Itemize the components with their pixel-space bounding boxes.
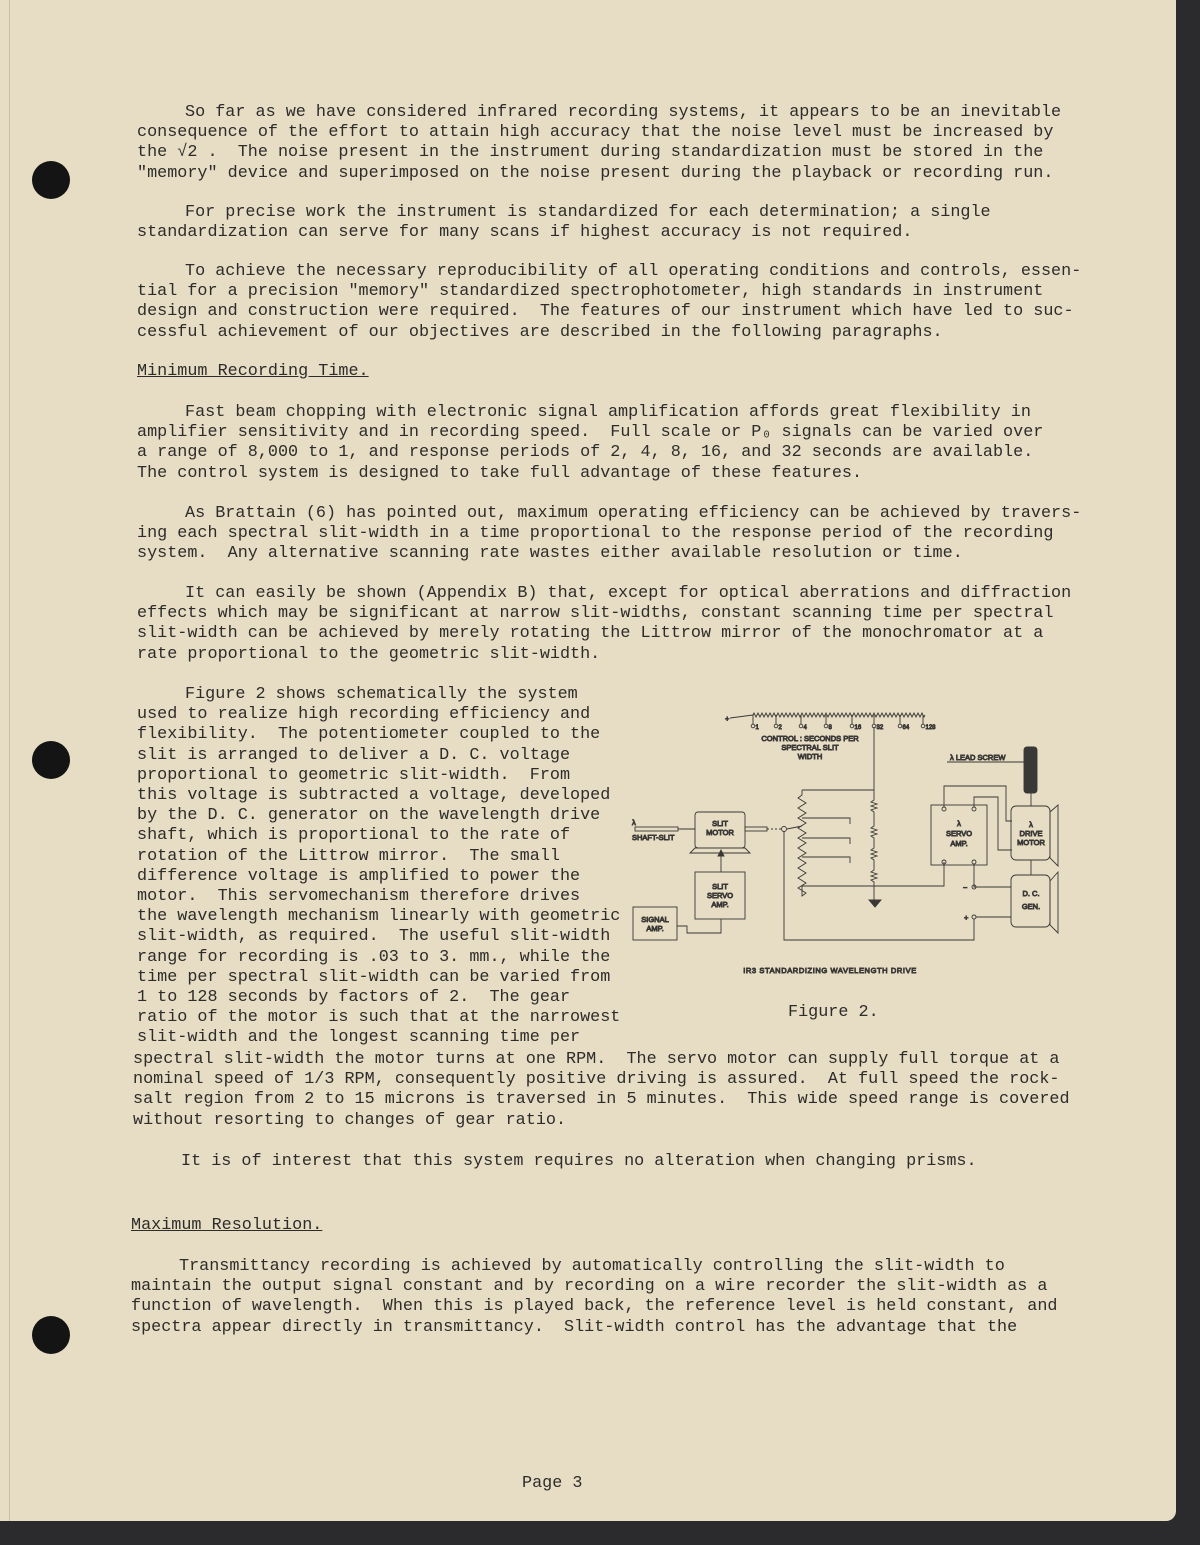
text-line: shaft, which is proportional to the rate of <box>137 826 571 846</box>
paragraph-figure-2-description <box>137 685 620 1049</box>
text-line: this voltage is subtracted a voltage, developed <box>137 786 611 806</box>
section-heading-minimum-recording-time: Minimum Recording Time. <box>137 362 369 381</box>
slit-potentiometer <box>798 790 806 896</box>
figure-2-schematic <box>620 700 1100 990</box>
tap-label: 8 <box>828 725 832 731</box>
control-label-line3: WIDTH <box>797 752 823 761</box>
text-line: difference voltage is amplified to power the <box>137 866 581 886</box>
ground-symbol <box>869 900 881 907</box>
text-line: range for recording is .03 to 3. mm., while the <box>137 947 611 967</box>
text-line: It can easily be shown (Appendix B) that, except for optical aberrations and diffraction <box>185 584 1072 603</box>
wire <box>802 838 850 844</box>
text-line: system. Any alternative scanning rate wastes either available resolution or time. <box>137 544 963 564</box>
text-line: Fast beam chopping with electronic signal amplification affords great flexibility in <box>185 403 1031 422</box>
paragraph-figure-2-continued <box>133 1050 1070 1131</box>
wire <box>784 831 974 940</box>
control-label-line2: SPECTRAL SLIT <box>781 743 839 752</box>
punch-hole <box>32 741 70 779</box>
divider-resistors <box>871 790 877 900</box>
text-line: To achieve the necessary reproducibility of all operating conditions and controls, essen- <box>185 262 1082 281</box>
plus-terminal-label: + <box>964 913 969 922</box>
signal-amp-label: AMP. <box>646 924 664 933</box>
text-line: salt region from 2 to 15 microns is traversed in 5 minutes. This wide speed range is covered <box>133 1090 1070 1110</box>
text-line: ing each spectral slit-width in a time proportional to the response period of the recording <box>137 524 1054 544</box>
text-line: a range of 8,000 to 1, and response periods of 2, 4, 8, 16, and 32 seconds are available. <box>137 443 1034 463</box>
tap-terminal[interactable] <box>774 724 778 728</box>
tap-terminal[interactable] <box>850 724 854 728</box>
terminal <box>972 915 976 919</box>
text-line: So far as we have considered infrared recording systems, it appears to be an inevitable <box>185 103 1062 122</box>
tap-label: 1 <box>755 725 759 731</box>
drive-motor-label: λ <box>1029 820 1033 829</box>
punch-hole <box>32 161 70 199</box>
paragraph-appendix-b <box>137 584 1071 665</box>
text-line: proportional to geometric slit-width. From <box>137 765 571 785</box>
terminal <box>782 827 787 832</box>
text-line: maintain the output signal constant and by recording on a wire recorder the slit-width as a <box>131 1277 1048 1297</box>
wire <box>944 786 1012 821</box>
slit-servo-amp-label: SLIT <box>712 882 728 891</box>
text-line: spectra appear directly in transmittancy. Slit-width control has the advantage that the <box>131 1317 1018 1337</box>
slit-servo-amp-label: AMP. <box>711 900 729 909</box>
text-line: cessful achievement of our objectives are described in the following paragraphs. <box>137 322 943 342</box>
text-line: slit is arranged to deliver a D. C. voltage <box>137 745 571 765</box>
control-resistor-chain <box>753 713 925 717</box>
slit-servo-amp-label: SERVO <box>706 891 734 900</box>
text-line: function of wavelength. When this is played back, the reference level is held constant, and <box>131 1297 1058 1317</box>
text-line: 1 to 128 seconds by factors of 2. The gear <box>137 988 571 1008</box>
motor-shaft <box>745 827 767 831</box>
control-label-line1: CONTROL : SECONDS PER <box>761 734 859 743</box>
motor-flange <box>1050 805 1058 866</box>
shaft-slit <box>635 827 678 831</box>
paragraph-standardization <box>137 203 991 243</box>
figure-caption: Figure 2. <box>788 1003 879 1022</box>
page-edge <box>9 0 10 1521</box>
tap-label: 32 <box>876 725 884 731</box>
servo-amp-label: λ <box>957 819 961 828</box>
control-taps <box>751 715 936 731</box>
text-line: the √2 . The noise present in the instrument during standardization must be stored in the <box>137 143 1044 163</box>
lead-screw <box>1024 747 1037 793</box>
wire <box>802 818 850 824</box>
wire <box>802 857 850 863</box>
shaft-slit-label: SHAFT-SLIT <box>632 833 675 842</box>
text-line: nominal speed of 1/3 RPM, consequently positive driving is assured. At full speed the rock- <box>133 1070 1060 1090</box>
minus-terminal-label: − <box>963 883 968 892</box>
plus-terminal-label: + <box>725 714 730 723</box>
terminal <box>942 807 946 811</box>
text-line: Figure 2 shows schematically the system <box>185 685 578 704</box>
dc-generator-box <box>1011 875 1050 927</box>
figure-title: IR3 STANDARDIZING WAVELENGTH DRIVE <box>743 966 917 975</box>
text-line: As Brattain (6) has pointed out, maximum operating efficiency can be achieved by travers- <box>185 504 1082 523</box>
wire <box>802 862 944 886</box>
text-line: the wavelength mechanism linearly with geometric <box>137 907 621 927</box>
text-line: "memory" device and superimposed on the noise present during the playback or recording run. <box>137 163 1054 183</box>
text-line: The control system is designed to take full advantage of these features. <box>137 463 863 483</box>
text-line: slit-width and the longest scanning time per <box>137 1028 581 1048</box>
text-line: design and construction were required. The features of our instrument which have led to suc- <box>137 302 1074 322</box>
tap-terminal[interactable] <box>921 724 925 728</box>
text-line: Transmittancy recording is achieved by automatically controlling the slit-width to <box>179 1257 1005 1276</box>
tap-label: 128 <box>925 725 936 731</box>
servo-amp-label: SERVO <box>945 829 973 838</box>
lambda-label: λ <box>632 818 636 827</box>
text-line: standardization can serve for many scans if highest accuracy is not required. <box>137 223 913 243</box>
section-heading-maximum-resolution: Maximum Resolution. <box>131 1216 323 1235</box>
tap-terminal[interactable] <box>751 724 755 728</box>
slit-motor-label: MOTOR <box>706 828 734 837</box>
drive-motor-label: DRIVE <box>1019 829 1043 838</box>
slit-motor-label: SLIT <box>712 819 728 828</box>
tap-label: 64 <box>902 725 910 731</box>
text-line: flexibility. The potentiometer coupled to the <box>137 725 601 745</box>
text-line: For precise work the instrument is standardized for each determination; a single <box>185 203 991 222</box>
paragraph-noise <box>137 103 1061 184</box>
text-line: time per spectral slit-width can be varied from <box>137 967 611 987</box>
tap-terminal[interactable] <box>898 724 902 728</box>
paragraph-prisms <box>133 1152 977 1172</box>
tap-terminal[interactable] <box>799 724 803 728</box>
drive-motor-label: MOTOR <box>1017 838 1045 847</box>
tap-terminal[interactable] <box>824 724 828 728</box>
dc-gen-label: GEN. <box>1021 902 1041 911</box>
text-line: amplifier sensitivity and in recording speed. Full scale or P₀ signals can be varied over <box>137 423 1044 443</box>
wire <box>730 715 753 718</box>
text-line: tial for a precision "memory" standardized spectrophotometer, high standards in instrument <box>137 282 1044 302</box>
paragraph-reproducibility <box>137 262 1081 343</box>
lead-screw-label: λ LEAD SCREW <box>950 753 1006 762</box>
servo-amp-label: AMP. <box>950 839 968 848</box>
tap-label: 4 <box>803 725 807 731</box>
text-line: consequence of the effort to attain high accuracy that the noise level must be increased by <box>137 123 1054 143</box>
text-line: ratio of the motor is such that at the narrowest <box>137 1008 621 1028</box>
text-line: motor. This servomechanism therefore drives <box>137 887 581 907</box>
wire <box>974 864 1011 887</box>
punch-hole <box>32 1316 70 1354</box>
text-line: rotation of the Littrow mirror. The small <box>137 846 560 866</box>
text-line: spectral slit-width the motor turns at one RPM. The servo motor can supply full torque at a <box>133 1050 1060 1069</box>
generator-flange <box>1050 872 1058 933</box>
page-number: Page 3 <box>522 1474 583 1493</box>
wiper <box>787 826 802 829</box>
terminal <box>972 807 976 811</box>
paragraph-brattain <box>137 504 1081 565</box>
wire <box>677 919 721 933</box>
text-line: slit-width can be achieved by merely rotating the Littrow mirror of the monochromator at a <box>137 624 1044 644</box>
terminal <box>972 860 976 864</box>
text-line: effects which may be significant at narrow slit-widths, constant scanning time per spectral <box>137 604 1054 624</box>
tap-label: 2 <box>778 725 782 731</box>
paragraph-beam-chopping <box>137 403 1043 484</box>
text-line: without resorting to changes of gear ratio. <box>133 1110 567 1130</box>
text-line: by the D. C. generator on the wavelength drive <box>137 806 601 826</box>
text-line: slit-width, as required. The useful slit-width <box>137 927 611 947</box>
text-line: rate proportional to the geometric slit-width. <box>137 644 601 664</box>
dc-gen-label: D. C. <box>1022 889 1040 898</box>
tap-label: 16 <box>854 725 862 731</box>
signal-amp-label: SIGNAL <box>641 915 669 924</box>
text-line: It is of interest that this system requires no alteration when changing prisms. <box>181 1152 977 1171</box>
text-line: used to realize high recording efficiency and <box>137 705 591 725</box>
paragraph-transmittancy <box>131 1257 1057 1338</box>
